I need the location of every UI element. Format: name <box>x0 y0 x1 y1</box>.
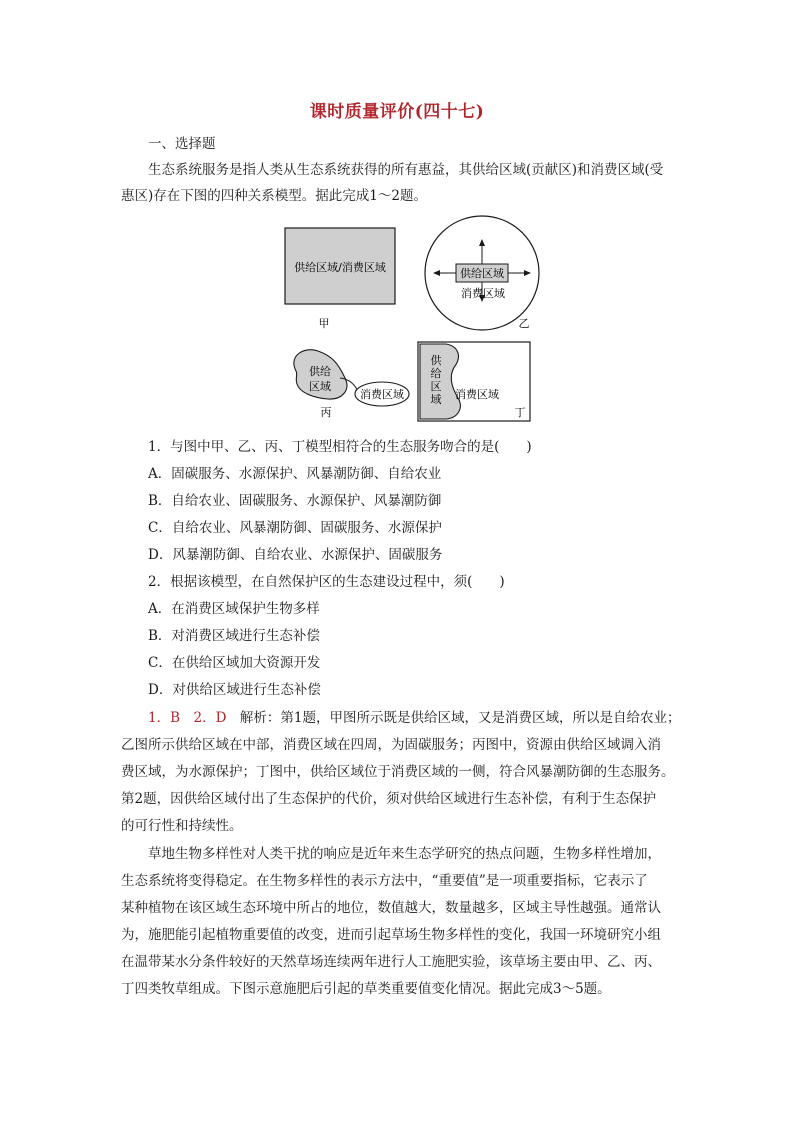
passage2-line-6: 丁四类牧草组成。下图示意施肥后引起的草类重要值变化情况。据此完成3～5题。 <box>121 981 611 997</box>
q1-stem: 1．与图中甲、乙、丙、丁模型相符合的生态服务吻合的是( ) <box>148 439 532 455</box>
yi-consume-label: 消费区域 <box>461 287 505 300</box>
yi-center-label: 供给区域 <box>460 267 504 280</box>
jia-caption: 甲 <box>318 317 330 330</box>
q2-option-d[interactable]: D．对供给区域进行生态补偿 <box>148 682 321 698</box>
answer-line-4: 第2题，因供给区域付出了生态保护的代价，须对供给区域进行生态补偿，有利于生态保护 <box>121 791 657 807</box>
answer-line-3: 费区域，为水源保护；丁图中，供给区域位于消费区域的一侧，符合风暴潮防御的生态服务。 <box>121 764 675 780</box>
bing-consume-label: 消费区域 <box>360 388 404 401</box>
q1-option-b[interactable]: B．自给农业、固碳服务、水源保护、风暴潮防御 <box>148 493 442 509</box>
passage2-line-1: 草地生物多样性对人类干扰的响应是近年来生态学研究的热点问题，生物多样性增加， <box>148 846 661 862</box>
yi-caption: 乙 <box>518 317 530 330</box>
ding-consume-label: 消费区域 <box>455 388 499 401</box>
ding-supply-char-2: 给 <box>430 367 442 380</box>
bing-supply-label-1: 供给 <box>309 365 331 378</box>
answer-explanation-start: 解析：第1题，甲图所示既是供给区域，又是消费区域，所以是自给农业； <box>226 710 681 726</box>
bing-supply-label-2: 区域 <box>309 380 331 393</box>
ding-caption: 丁 <box>514 406 526 419</box>
intro-line-1: 生态系统服务是指人类从生态系统获得的所有惠益，其供给区域(贡献区)和消费区域(受 <box>148 162 664 178</box>
passage2-line-4: 为，施肥能引起植物重要值的改变，进而引起草场生物多样性的变化，我国一环境研究小组 <box>121 927 661 943</box>
q2-option-b[interactable]: B．对消费区域进行生态补偿 <box>148 628 320 644</box>
passage2-line-5: 在温带某水分条件较好的天然草场连续两年进行人工施肥实验，该草场主要由甲、乙、丙、 <box>121 954 661 970</box>
section-heading: 一、选择题 <box>148 136 216 152</box>
intro-line-2: 惠区)存在下图的四种关系模型。据此完成1～2题。 <box>121 188 427 204</box>
q2-option-c[interactable]: C．在供给区域加大资源开发 <box>148 655 321 671</box>
passage2-line-3: 某种植物在该区域生态环境中所占的地位，数值越大，数量越多，区域主导性越强。通常认 <box>121 900 661 916</box>
relationship-model-diagram <box>0 0 794 430</box>
q1-option-c[interactable]: C．自给农业、风暴潮防御、固碳服务、水源保护 <box>148 520 442 536</box>
passage2-line-2: 生态系统将变得稳定。在生物多样性的表示方法中，“重要值”是一项重要指标，它表示了 <box>121 873 648 889</box>
answer-line-2: 乙图所示供给区域在中部，消费区域在四周，为固碳服务；丙图中，资源由供给区域调入消 <box>121 737 661 753</box>
q2-stem: 2．根据该模型，在自然保护区的生态建设过程中，须( ) <box>148 574 505 590</box>
answer-key: 1．B 2．D <box>148 710 227 726</box>
ding-supply-char-3: 区 <box>430 380 442 393</box>
q1-option-d[interactable]: D．风暴潮防御、自给农业、水源保护、固碳服务 <box>148 547 443 563</box>
answer-line-5: 的可行性和持续性。 <box>121 818 243 834</box>
bing-caption: 丙 <box>320 406 332 419</box>
q2-option-a[interactable]: A．在消费区域保护生物多样 <box>148 601 320 617</box>
page-title: 课时质量评价(四十七) <box>309 102 485 122</box>
q1-option-a[interactable]: A．固碳服务、水源保护、风暴潮防御、自给农业 <box>148 466 442 482</box>
answer-line-1 <box>148 710 681 726</box>
ding-supply-char-4: 域 <box>430 393 442 406</box>
ding-supply-char-1: 供 <box>430 354 442 367</box>
jia-box-label: 供给区域/消费区域 <box>294 261 386 274</box>
